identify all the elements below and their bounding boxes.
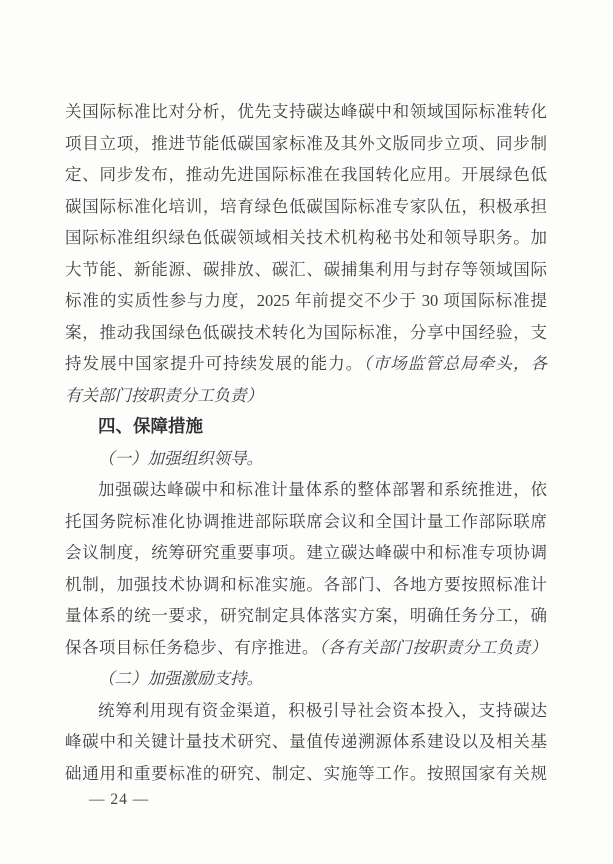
text-segment: 定、同步发布，推动先进国际标准在我国转化应用。开展绿色低 [65,165,547,184]
text-segment: 机制，加强技术协调和标准实施。各部门、各地方要按照标准计 [65,574,547,594]
text-segment: 四、保障措施 [98,416,203,436]
sub-heading [65,443,547,475]
text-segment: 保各项目标任务稳步、有序推进。 [65,637,319,657]
text-segment: 峰碳中和关键计量技术研究、量值传递溯源体系建设以及相关基 [65,732,547,751]
text-line [65,600,547,632]
text-line [65,506,547,538]
text-segment: 大节能、新能源、碳排放、碳汇、碳捕集利用与封存等领域国际 [65,259,547,279]
text-line [65,222,547,254]
text-line [65,348,547,380]
section-heading [65,411,547,443]
page-number: — 24 — [89,791,150,808]
sub-heading [65,663,547,695]
text-line [65,695,547,727]
text-segment: 有关部门按职责分工负责） [65,385,263,405]
text-segment: （市场监管总局牵头，各 [363,354,548,373]
text-segment: （一）加强组织领导。 [98,448,263,468]
text-line [65,128,547,160]
document-lines [65,96,547,789]
text-line [65,159,547,191]
text-line [65,537,547,569]
text-line [65,285,547,317]
text-line [65,474,547,506]
text-segment: 量体系的统一要求，研究制定具体落实方案，明确任务分工，确 [65,606,547,625]
text-segment: 础通用和重要标准的研究、制定、实施等工作。按照国家有关规 [65,763,547,783]
text-line [65,569,547,601]
text-segment: 统筹利用现有资金渠道，积极引导社会资本投入，支持碳达 [98,700,547,720]
text-segment: 碳国际标准化培训，培育绿色低碳国际标准专家队伍，积极承担 [65,196,547,216]
text-line [65,726,547,758]
text-segment: 项目立项，推进节能低碳国家标准及其外文版同步立项、同步制 [65,133,547,153]
text-segment: 托国务院标准化协调推进部际联席会议和全国计量工作部际联席 [65,511,547,531]
text-line [65,380,547,412]
text-line [65,317,547,349]
text-segment: 标准的实质性参与力度，2025 年前提交不少于 30 项国际标准提 [65,291,547,310]
text-segment: 国际标准组织绿色低碳领域相关技术机构秘书处和领导职务。加 [65,228,547,247]
text-segment: 持发展中国家提升可持续发展的能力。 [65,354,364,373]
text-segment: 会议制度，统筹研究重要事项。建立碳达峰碳中和标准专项协调 [65,543,547,562]
text-line [65,96,547,128]
text-segment: 加强碳达峰碳中和标准计量体系的整体部署和系统推进，依 [98,480,547,499]
text-segment: 案，推动我国绿色低碳技术转化为国际标准，分享中国经验，支 [65,322,547,342]
text-line [65,254,547,286]
text-line [65,758,547,790]
text-line [65,191,547,223]
text-segment: （各有关部门按职责分工负责） [318,637,548,657]
text-line [65,632,547,664]
text-segment: 关国际标准比对分析，优先支持碳达峰碳中和领域国际标准转化 [65,102,547,121]
text-segment: （二）加强激励支持。 [98,669,263,688]
